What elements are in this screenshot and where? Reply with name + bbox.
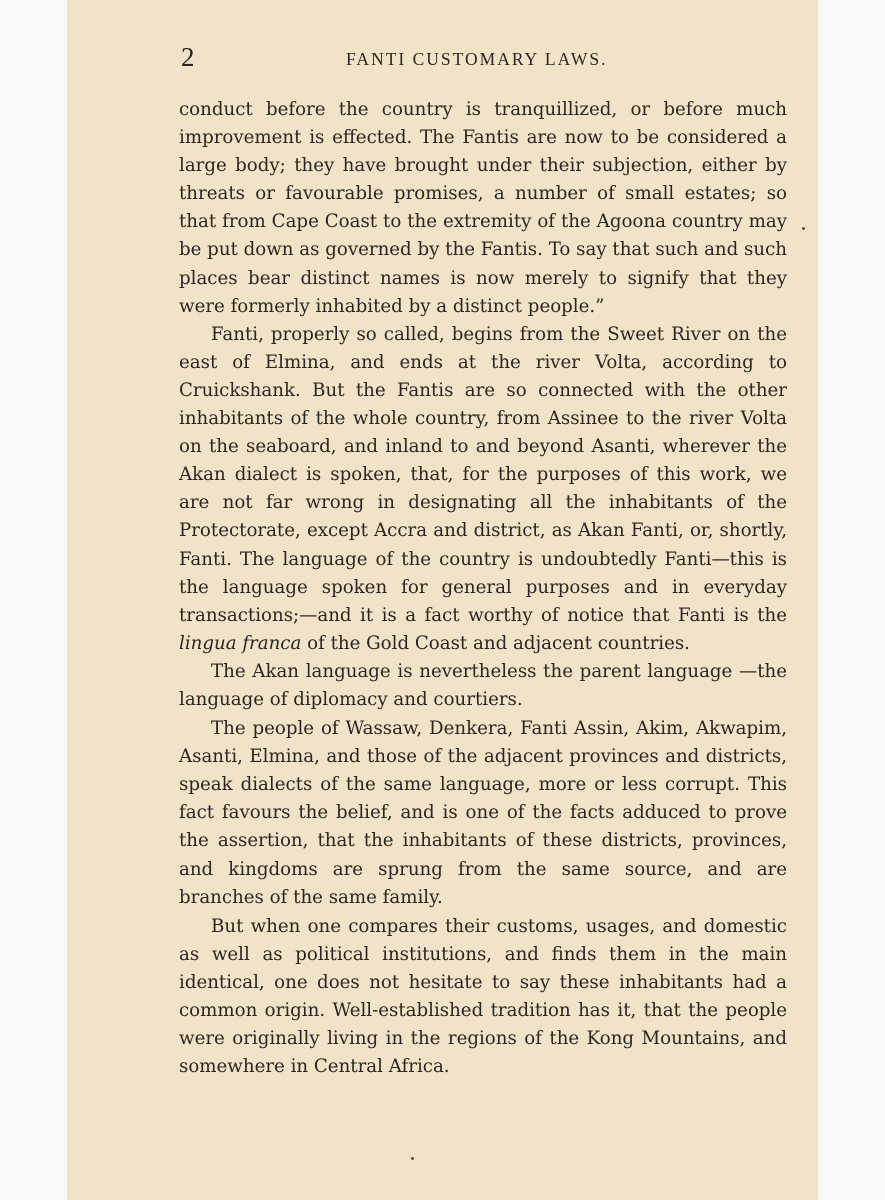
paragraph-3	[179, 658, 787, 714]
margin-speck	[802, 227, 805, 230]
paragraph-2-text-start: Fanti, properly so called, begins from the Sweet River on the east of Elmina, and ends at the river Volta, according to Cruickshank. But the Fantis are so connected with the other inhabitants of the whole country, from Assinee to the river Volta on the seaboard, and inland to and beyond Asanti, wherever the Akan dialect is spoken, that, for the purposes of this work, we are not far wrong in designating all the inhabitants of the Protectorate, except Accra and district, as Akan Fanti, or, shortly, Fanti. The language of the country is undoubtedly Fanti—this is the language spoken for general purposes and in everyday transactions;—and it is a fact worthy of notice that Fanti is the	[179, 323, 787, 626]
book-page	[67, 0, 818, 1200]
paragraph-3-text: The Akan language is nevertheless the parent language —the language of diplomacy and courtiers.	[179, 660, 787, 710]
bottom-speck	[411, 1157, 414, 1160]
paragraph-2	[179, 321, 787, 658]
paragraph-1	[179, 96, 787, 321]
paragraph-4-text: The people of Wassaw, Denkera, Fanti Assin, Akim, Akwapim, Asanti, Elmina, and those of the adjacent provinces and districts, speak dialects of the same language, more or less corrupt. This fact favours the belief, and is one of the facts adduced to prove the assertion, that the inhabitants of these districts, provinces, and kingdoms are sprung from the same source, and are branches of the same family.	[179, 718, 787, 908]
paragraph-4	[179, 715, 787, 912]
paragraph-1-text: conduct before the country is tranquillized, or before much improvement is effected. The Fantis are now to be considered a large body; they have brought under their subjection, either by threats or favourable promises, a number of small estates; so that from Cape Coast to the extremity of the Agoona country may be put down as governed by the Fantis. To say that such and such places bear distinct names is now merely to signify that they were formerly inhabited by a distinct people.”	[179, 99, 787, 317]
page-body	[179, 96, 787, 1081]
paragraph-5	[179, 913, 787, 1082]
running-head: FANTI CUSTOMARY LAWS.	[346, 49, 608, 69]
page-header	[67, 42, 818, 78]
paragraph-2-text-end: of the Gold Coast and adjacent countries.	[301, 632, 690, 654]
paragraph-5-text: But when one compares their customs, usages, and domestic as well as political institutions, and finds them in the main identical, one does not hesitate to say these inhabitants had a common origin. Well-established tradition has it, that the people were originally living in the regions of the Kong Mountains, and somewhere in Central Africa.	[179, 915, 787, 1078]
page-number: 2	[181, 42, 195, 72]
lingua-franca-italic: lingua franca	[179, 632, 302, 654]
